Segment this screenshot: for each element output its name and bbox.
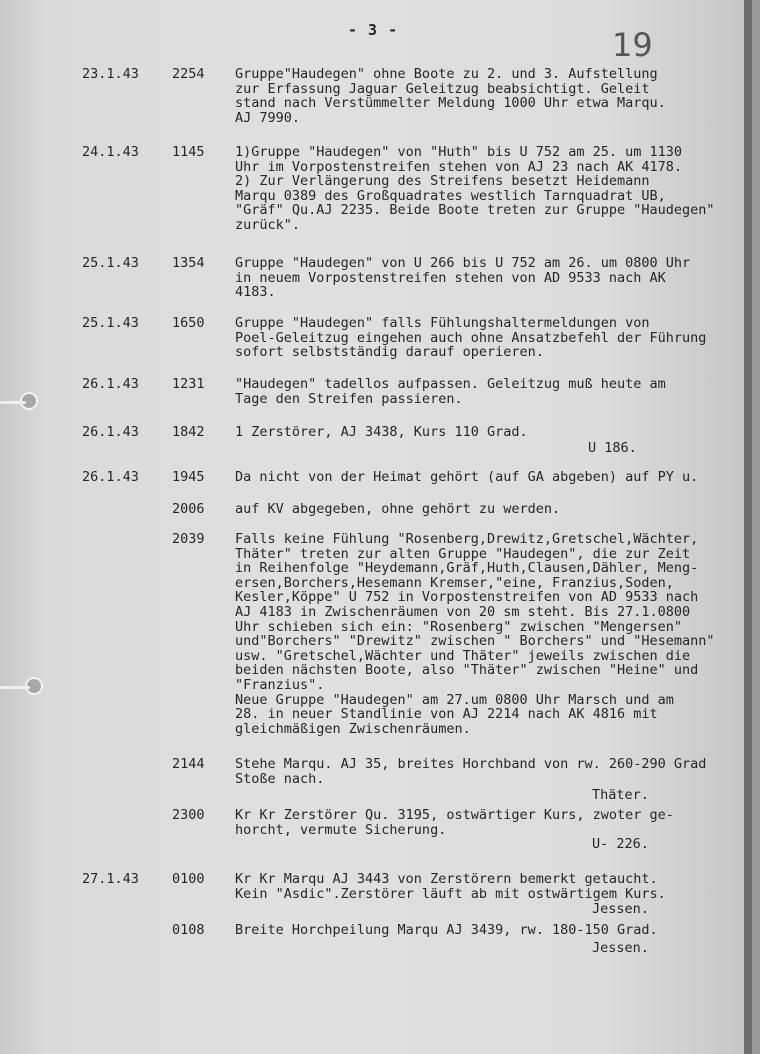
- entry-text: "Haudegen" tadellos aufpassen. Geleitzug muß heute am Tage den Streifen passieren.: [235, 376, 666, 407]
- entry-time: 2300: [172, 807, 205, 823]
- entry-text: Falls keine Fühlung "Rosenberg,Drewitz,Gretschel,Wächter, Thäter" treten zur alten Gruppe "Haudegen", die zur Zeit in Reihenfolge "Heydemann,Gräf,Huth,Clausen,Dähler, Meng- ersen,Borchers,Hesemann Kremser,"eine, Franzius,Soden, Kesler,Köppe" U 752 in Vorpostenstreifen von AD 9533 nach AJ 4183 in Zwischenräumen von 20 sm steht. Bis 27.1.0800 Uhr schieben sich ein: "Rosenberg" zwischen "Mengersen" und"Borchers" "Drewitz" zwischen " Borchers" und "Hesemann" usw. "Gretschel,Wächter und Thäter" jeweils zwischen die beiden nächsten Boote, also "Thäter" zwischen "Heine" und "Franzius". Neue Gruppe "Haudegen" am 27.um 0800 Uhr Marsch und am 28. in neuer Standlinie von AJ 2214 nach AK 4816 mit gleichmäßigen Zwischenräumen.: [235, 531, 715, 737]
- log-entry: [0, 531, 752, 737]
- entry-date: 26.1.43: [82, 424, 139, 440]
- entry-time: 2039: [172, 531, 205, 547]
- log-entry: [0, 923, 752, 996]
- entry-time: 2254: [172, 66, 205, 82]
- entry-time: 1231: [172, 376, 205, 392]
- entry-date: 23.1.43: [82, 66, 139, 82]
- entry-time: 0108: [172, 922, 205, 938]
- entry-date: 26.1.43: [82, 469, 139, 485]
- entry-text: Breite Horchpeilung Marqu AJ 3439, rw. 180-150 Grad.: [235, 922, 658, 938]
- signature-thaeter: Thäter.: [592, 787, 649, 803]
- log-entry: [0, 67, 752, 140]
- entry-date: 26.1.43: [82, 376, 139, 392]
- entry-text: Gruppe"Haudegen" ohne Boote zu 2. und 3. Aufstellung zur Erfassung Jaguar Geleitzug beabsichtigt. Geleit stand nach Verstümmelter Meldung 1000 Uhr etwa Marqu. AJ 7990.: [235, 66, 666, 126]
- entry-time: 1842: [172, 424, 205, 440]
- entry-time: 2144: [172, 756, 205, 772]
- entry-time: 1354: [172, 255, 205, 271]
- entry-text: Kr Kr Zerstörer Qu. 3195, ostwärtiger Kurs, zwoter ge- horcht, vermute Sicherung.: [235, 807, 674, 838]
- entry-text: 1 Zerstörer, AJ 3438, Kurs 110 Grad.: [235, 424, 528, 440]
- entry-text: Stehe Marqu. AJ 35, breites Horchband von rw. 260-290 Grad Stoße nach.: [235, 756, 707, 787]
- signature-jessen: Jessen.: [592, 901, 649, 917]
- entry-text: auf KV abgegeben, ohne gehört zu werden.: [235, 501, 561, 517]
- entry-text: Da nicht von der Heimat gehört (auf GA abgeben) auf PY u.: [235, 469, 699, 485]
- entry-date: 25.1.43: [82, 315, 139, 331]
- binding-string-bottom: [0, 686, 30, 689]
- entry-time: 1945: [172, 469, 205, 485]
- folio-number: 19: [612, 26, 653, 64]
- log-entry: [0, 144, 752, 233]
- entry-time: 1650: [172, 315, 205, 331]
- entry-text: Gruppe "Haudegen" von U 266 bis U 752 am 26. um 0800 Uhr in neuem Vorpostenstreifen stehen von AD 9533 nach AK 4183.: [235, 255, 691, 301]
- signature-u186: U 186.: [588, 440, 637, 456]
- page-number: - 3 -: [348, 21, 399, 39]
- entry-text: Kr Kr Marqu AJ 3443 von Zerstörern bemerkt getaucht. Kein "Asdic".Zerstörer läuft ab mit ostwärtigem Kurs.: [235, 871, 666, 902]
- entry-time: 2006: [172, 501, 205, 517]
- entry-text: 1)Gruppe "Haudegen" von "Huth" bis U 752 am 25. um 1130 Uhr im Vorpostenstreifen stehen von AJ 23 nach AK 4178. 2) Zur Verlängerung des Streifens besetzt Heidemann Marqu 0389 des Großquadrates westlich Tarnquadrat UB, "Gräf" Qu.AJ 2235. Beide Boote treten zur Gruppe "Haudegen" zurück".: [235, 144, 715, 233]
- signature-u226: U- 226.: [592, 836, 649, 852]
- entry-time: 1145: [172, 144, 205, 160]
- entry-date: 25.1.43: [82, 255, 139, 271]
- entry-date: 24.1.43: [82, 144, 139, 160]
- entry-date: 27.1.43: [82, 871, 139, 887]
- entry-text: Gruppe "Haudegen" falls Fühlungshaltermeldungen von Poel-Geleitzug eingehen auch ohne Ansatzbefehl der Führung sofort selbstständig darauf operieren.: [235, 315, 707, 361]
- signature-jessen: Jessen.: [592, 940, 649, 956]
- entry-time: 0100: [172, 871, 205, 887]
